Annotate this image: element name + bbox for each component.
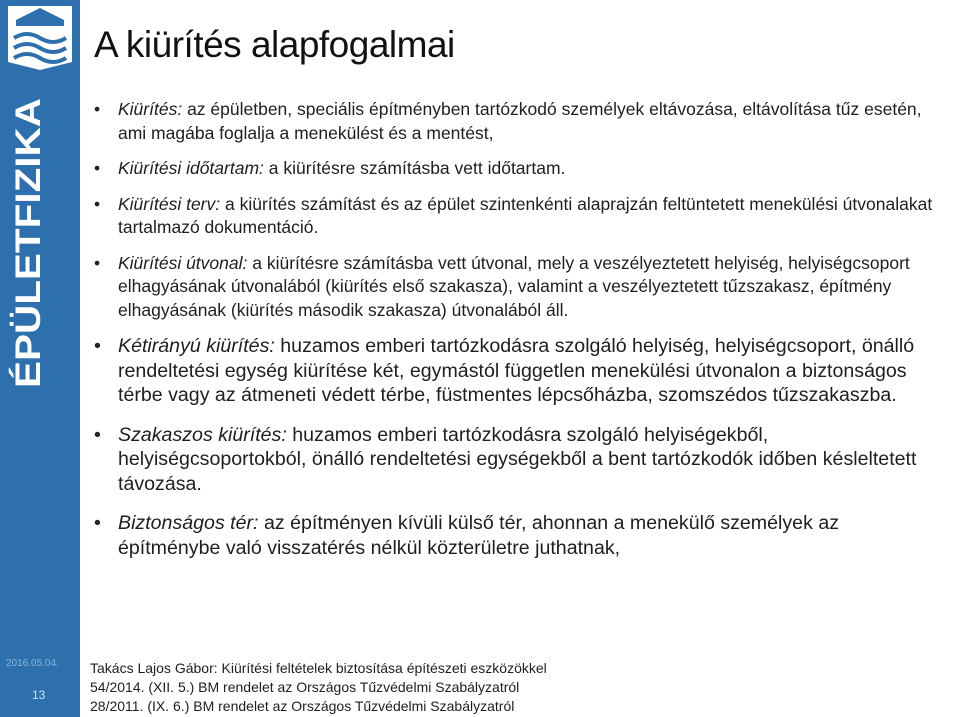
list-item (92, 193, 942, 240)
sidebar (0, 0, 80, 717)
definition: a kiürítés számítást és az épület szintenkénti alaprajzán feltüntetett menekülési útvonalakat tartalmazó dokumentáció. (118, 193, 933, 237)
slide-date: 2016.05.04. (6, 658, 59, 669)
term: Kiürítési útvonal: (118, 252, 248, 273)
footer-references (90, 659, 547, 716)
term: Kiürítési időtartam: (118, 158, 264, 178)
institution-logo (0, 0, 80, 78)
term: Kiürítés: (118, 99, 183, 119)
reference-line: 54/2014. (XII. 5.) BM rendelet az Országos Tűzvédelmi Szabályzatról (90, 679, 520, 695)
page-number: 13 (32, 688, 46, 702)
list-item (92, 252, 942, 323)
list-item (92, 511, 942, 560)
definition: huzamos emberi tartózkodásra szolgáló helyiség, helyiségcsoport, önálló rendeltetési egység kiürítése két, egymástól független menekülési útvonalon a biztonságos térbe vagy az átmeneti védett térbe, füstmentes lépcsőházba, szomszédos tűzszakaszba. (118, 335, 915, 406)
reference-line: 28/2011. (IX. 6.) BM rendelet az Országos Tűzvédelmi Szabályzatról (90, 698, 515, 714)
vertical-title-text: ÉPÜLETFIZIKA (9, 137, 48, 388)
term: Biztonságos tér: (118, 512, 259, 534)
definition: a kiürítésre számításba vett útvonal, mely a veszélyeztetett helyiség, helyiségcsoport elhagyásának útvonalából (kiürítés első szakasza), valamint a veszélyeztetett tűzszakasz, építmény elhagyásának (kiürítés második szakasza) útvonalából áll. (118, 252, 910, 320)
reference-line: Takács Lajos Gábor: Kiürítési feltételek biztosítása építészeti eszközökkel (90, 660, 547, 676)
list-item (92, 334, 942, 408)
term: Kétirányú kiürítés: (118, 335, 275, 357)
slide-title: A kiürítés alapfogalmai (94, 24, 455, 65)
term: Kiürítési terv: (118, 193, 221, 214)
definition: az építményen kívüli külső tér, ahonnan a menekülő személyek az építménybe való visszatérés nélkül közterületre juthatnak, (118, 512, 840, 559)
list-item (92, 157, 942, 181)
definition-list (92, 98, 942, 575)
vertical-subject-title (6, 96, 50, 396)
definition: huzamos emberi tartózkodásra szolgáló helyiségekből, helyiségcsoportokból, önálló rendeltetési egységekből a bent tartózkodók időben késleltetett távozása. (118, 423, 917, 495)
term: Szakaszos kiürítés: (118, 423, 287, 446)
definition: az épületben, speciális építményben tartózkodó személyek eltávozása, eltávolítása tűz esetén, ami magába foglalja a menekülést és a mentést, (118, 99, 922, 143)
list-item (92, 98, 942, 145)
list-item (92, 423, 942, 497)
definition: a kiürítésre számításba vett időtartam. (263, 158, 566, 178)
